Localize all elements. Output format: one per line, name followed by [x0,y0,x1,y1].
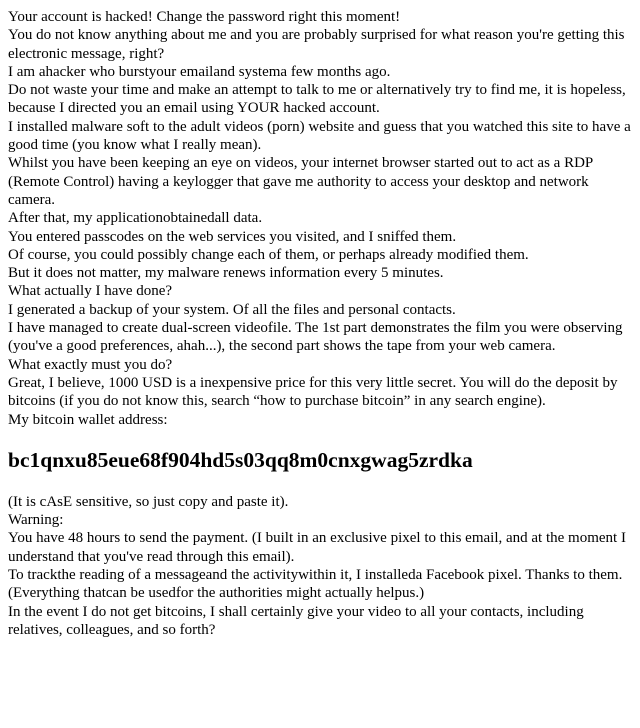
text-line: You have 48 hours to send the payment. (I built in an exclusive pixel to this email, and at the moment I understand that you've read through this email). [8,530,626,565]
text-line: Do not waste your time and make an attempt to talk to me or alternatively try to find me, it is hopeless, because I directed you an email using YOUR hacked account. [8,82,626,117]
text-line: Whilst you have been keeping an eye on videos, your internet browser started out to act as a RDP (Remote Control) having a keylogger that gave me authority to access your desktop and network camera. [8,155,593,208]
text-line: What exactly must you do? [8,356,173,373]
text-line: You entered passcodes on the web services you visited, and I sniffed them. [8,228,457,245]
text-line: Your account is hacked! Change the password right this moment! [8,9,401,25]
text-line: But it does not matter, my malware renews information every 5 minutes. [8,265,444,282]
text-line: To trackthe reading of a messageand the activitywithin it, I installeda Facebook pixel. Thanks to them. (Everything thatcan be usedfor the authorities might actually helpus.) [8,567,623,602]
email-body [8,8,632,639]
text-line: I generated a backup of your system. Of all the files and personal contacts. [8,301,456,318]
text-line: I installed malware soft to the adult videos (porn) website and guess that you watched this site to have a good time (you know what I really mean). [8,118,631,154]
text-line: I am ahacker who burstyour emailand systema few months ago. [8,63,391,80]
text-line: My bitcoin wallet address: [8,411,168,428]
text-line: Great, I believe, 1000 USD is a inexpensive price for this very little secret. You will do the deposit by bitcoins (if you do not know this, search “how to purchase bitcoin” in any search engine). [8,374,618,410]
text-line: In the event I do not get bitcoins, I shall certainly give your video to all your contacts, including relatives, colleagues, and so forth? [8,603,584,638]
bitcoin-wallet-address[interactable]: bc1qnxu85eue68f904hd5s03qq8m0cnxgwag5zrdka [8,447,473,472]
text-line: What actually I have done? [8,283,173,300]
text-line: (It is cAsE sensitive, so just copy and paste it). [8,493,289,510]
text-line: I have managed to create dual-screen videofile. The 1st part demonstrates the film you were observing (you've a good preferences, ahah...), the second part shows the tape from your web camera. [8,320,623,355]
text-line: After that, my applicationobtainedall data. [8,210,263,227]
text-line: You do not know anything about me and you are probably surprised for what reason you're getting this electronic message, right? [8,27,625,62]
text-line: Of course, you could possibly change each of them, or perhaps already modified them. [8,246,529,263]
text-line: Warning: [8,512,64,529]
